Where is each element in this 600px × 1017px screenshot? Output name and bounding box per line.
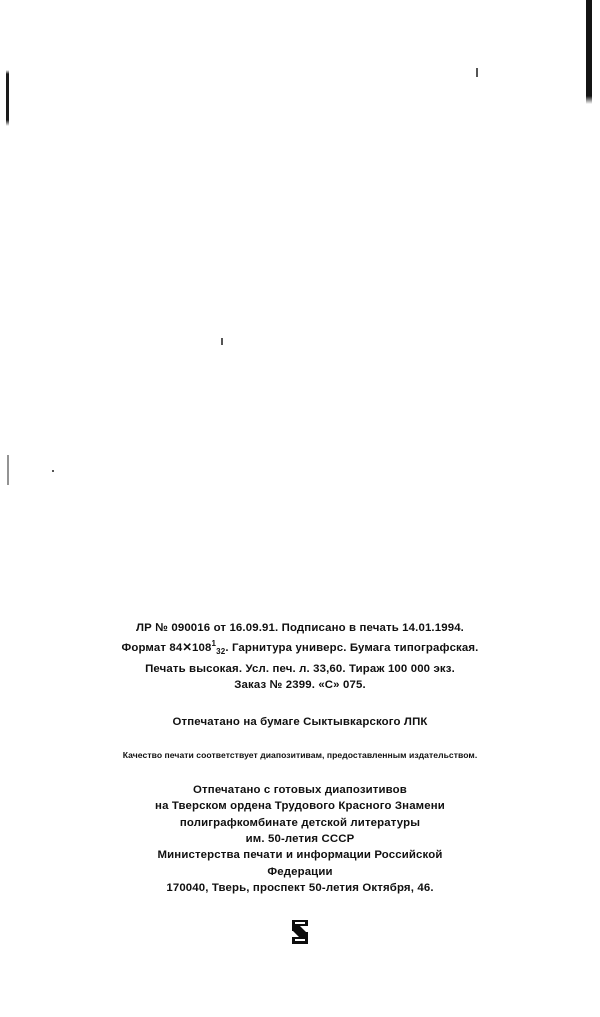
format-base: 108 bbox=[192, 642, 212, 655]
publisher-mark bbox=[0, 919, 600, 945]
printer-line-3: полиграфкомбинате детской литературы bbox=[179, 816, 421, 829]
paper-line: Отпечатано на бумаге Сыктывкарского ЛПК bbox=[172, 715, 428, 728]
format-subscript: 32 bbox=[216, 647, 226, 657]
format-prefix: Формат 84 bbox=[121, 642, 183, 655]
scan-speck bbox=[221, 338, 223, 345]
imprint-line-2: Печать высокая. Усл. печ. л. 33,60. Тираж 100 000 экз. bbox=[145, 662, 455, 675]
imprint-block bbox=[0, 620, 600, 694]
colophon bbox=[0, 620, 600, 945]
scan-speck bbox=[476, 68, 478, 77]
printer-line-1: Отпечатано с готовых диапозитивов bbox=[193, 783, 407, 796]
printer-line-4: им. 50-летия СССР bbox=[245, 832, 355, 845]
format-suffix: . Гарнитура универс. Бумага типографская. bbox=[225, 642, 479, 655]
imprint-line-3: Заказ № 2399. «С» 075. bbox=[234, 679, 366, 692]
format-superscript: 1 bbox=[211, 639, 217, 649]
scan-speck bbox=[52, 470, 54, 472]
format-line bbox=[0, 636, 600, 660]
imprint-line-1: ЛР № 090016 от 16.09.91. Подписано в печать 14.01.1994. bbox=[135, 622, 464, 634]
printer-line-6: Федерации bbox=[267, 865, 333, 878]
printer-line-5: Министерства печати и информации Российской bbox=[157, 849, 443, 862]
page-edge-speck-left bbox=[7, 455, 9, 485]
quality-notice: Качество печати соответствует диапозитивам, предоставленным издательством. bbox=[122, 749, 478, 760]
printer-block bbox=[0, 782, 600, 897]
printer-line-2: на Тверском ордена Трудового Красного Знамени bbox=[155, 800, 445, 813]
publisher-mark-icon bbox=[289, 919, 311, 945]
printer-line-7: 170040, Тверь, проспект 50-летия Октября, 46. bbox=[166, 882, 434, 895]
multiplication-sign-icon: ✕ bbox=[182, 642, 193, 655]
